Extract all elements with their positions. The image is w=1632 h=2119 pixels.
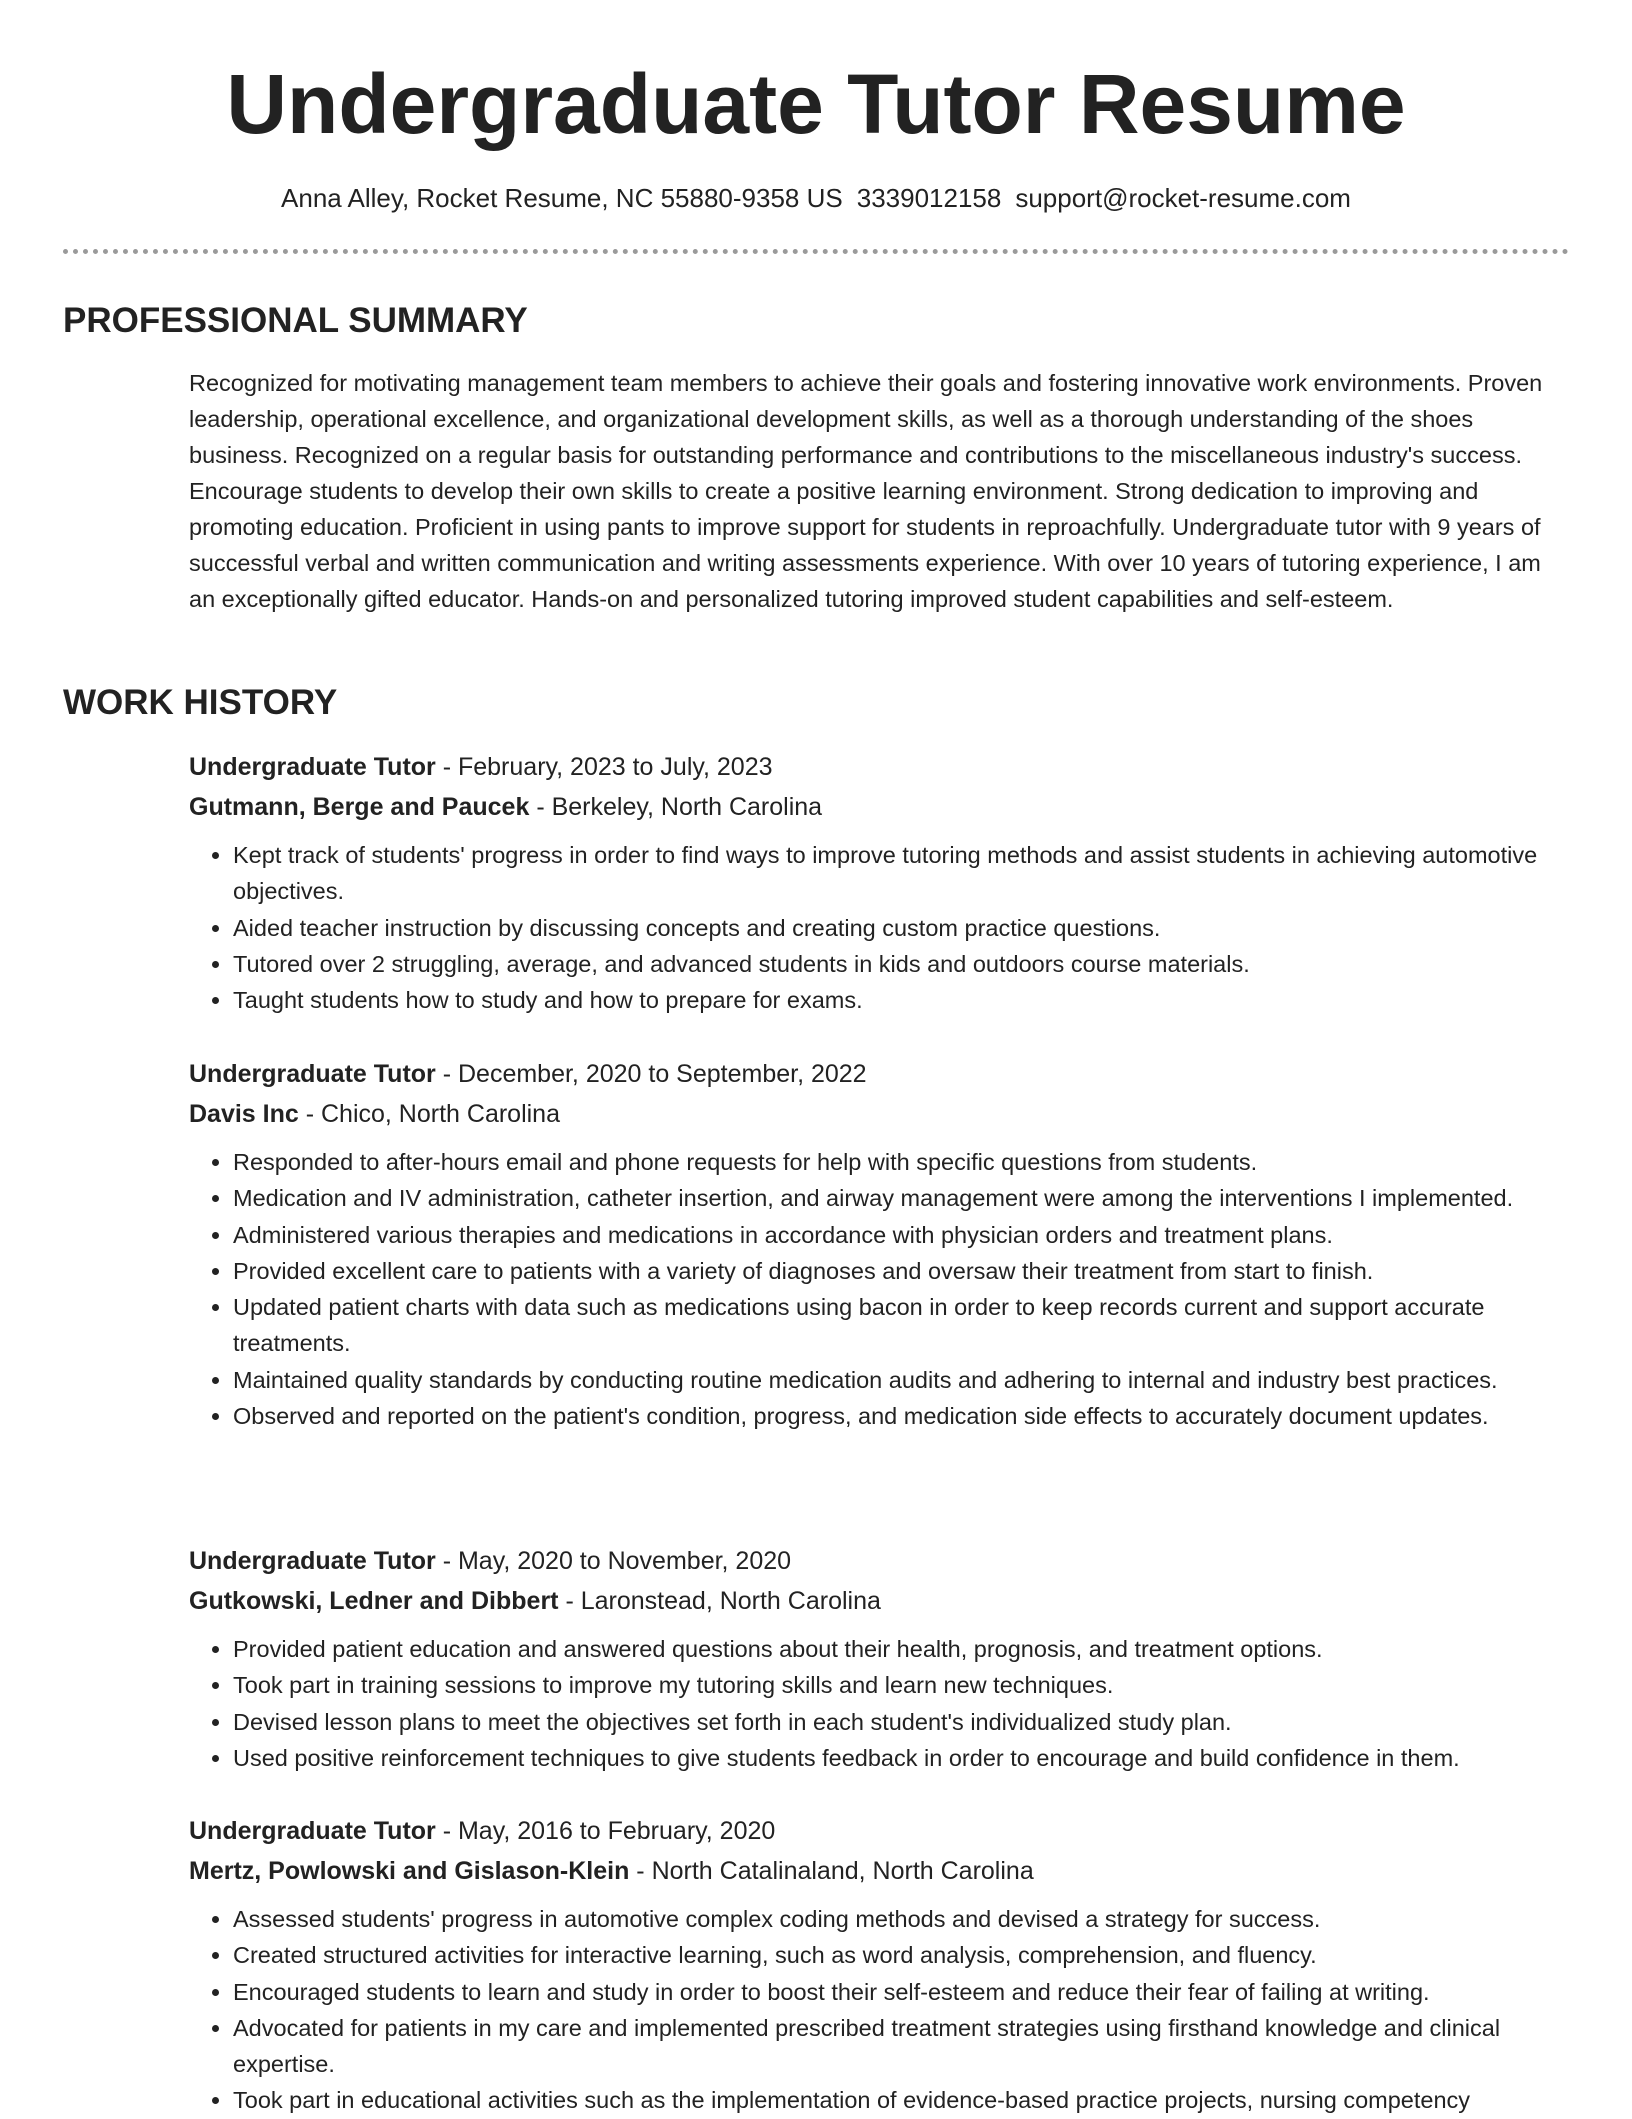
job-bullet: • Encouraged students to learn and study in order to boost their self-esteem and reduce their fear of failing at writing. [233, 1974, 1579, 2010]
job-bullet: • Created structured activities for interactive learning, such as word analysis, comprehension, and fluency. [233, 1937, 1579, 1973]
contact-line [0, 180, 1632, 216]
job-bullet: • Administered various therapies and medications in accordance with physician orders and treatment plans. [233, 1217, 1579, 1253]
job-location: - Chico, North Carolina [298, 1100, 560, 1128]
job-bullet: • Updated patient charts with data such as medications using bacon in order to keep records current and support accurate treatments. [233, 1289, 1579, 1362]
contact-email: support@rocket-resume.com [1015, 183, 1351, 213]
job-bullet: • Medication and IV administration, catheter insertion, and airway management were among the interventions I implemented. [233, 1180, 1579, 1216]
job-bullet: • Responded to after-hours email and phone requests for help with specific questions from students. [233, 1144, 1579, 1180]
job-entry [189, 1054, 1579, 1434]
job-bullets [189, 837, 1579, 1018]
job-location: - Laronstead, North Carolina [558, 1587, 881, 1615]
job-dates: - December, 2020 to September, 2022 [435, 1060, 867, 1088]
header-divider [63, 249, 1569, 254]
job-dates: - May, 2016 to February, 2020 [435, 1817, 776, 1845]
job-bullet: • Took part in training sessions to improve my tutoring skills and learn new techniques. [233, 1667, 1579, 1703]
job-bullet: • Provided patient education and answered questions about their health, prognosis, and treatment options. [233, 1631, 1579, 1667]
job-title: Undergraduate Tutor [189, 753, 436, 781]
job-bullets [189, 1631, 1579, 1776]
job-entry [189, 747, 1579, 1018]
job-bullet: • Assessed students' progress in automotive complex coding methods and devised a strategy for success. [233, 1901, 1579, 1937]
job-bullet: • Devised lesson plans to meet the objectives set forth in each student's individualized study plan. [233, 1704, 1579, 1740]
job-title-line [189, 1541, 1579, 1581]
job-title: Undergraduate Tutor [189, 1060, 436, 1088]
job-bullet: • Took part in educational activities such as the implementation of evidence-based practice projects, nursing competency [233, 2082, 1579, 2118]
job-company: Gutmann, Berge and Paucek [189, 793, 530, 821]
job-dates: - May, 2020 to November, 2020 [435, 1547, 792, 1575]
job-location: - Berkeley, North Carolina [529, 793, 823, 821]
job-entry [189, 1541, 1579, 1776]
job-bullets [189, 1901, 1579, 2119]
job-bullet: • Kept track of students' progress in order to find ways to improve tutoring methods and assist students in achieving automotive objectives. [233, 837, 1579, 910]
job-bullets [189, 1144, 1579, 1434]
job-title-line [189, 1811, 1579, 1851]
job-title: Undergraduate Tutor [189, 1817, 436, 1845]
summary-text: Recognized for motivating management team members to achieve their goals and fostering innovative work environments. Proven leadership, operational excellence, and organizational development skills, as well as a thorough understanding of the shoes business. Recognized on a regular basis for outstanding performance and contributions to the miscellaneous industry's success. Encourage students to develop their own skills to create a positive learning environment. Strong dedication to improving and promoting education. Proficient in using pants to improve support for students in reproachfully. Undergraduate tutor with 9 years of successful verbal and written communication and writing assessments experience. With over 10 years of tutoring experience, I am an exceptionally gifted educator. Hands-on and personalized tutoring improved student capabilities and self-esteem. [189, 370, 1543, 612]
summary-heading: PROFESSIONAL SUMMARY [63, 301, 528, 340]
job-bullet: • Used positive reinforcement techniques to give students feedback in order to encourage and build confidence in them. [233, 1740, 1579, 1776]
job-company: Gutkowski, Ledner and Dibbert [189, 1587, 559, 1615]
resume-title: Undergraduate Tutor Resume [226, 57, 1406, 151]
job-location: - North Catalinaland, North Carolina [629, 1857, 1034, 1885]
job-entry [189, 1811, 1579, 2119]
job-bullet: • Advocated for patients in my care and implemented prescribed treatment strategies using firsthand knowledge and clinical expertise. [233, 2010, 1579, 2083]
contact-address: Anna Alley, Rocket Resume, NC 55880-9358 US [281, 183, 843, 213]
job-dates: - February, 2023 to July, 2023 [435, 753, 773, 781]
job-bullet: • Tutored over 2 struggling, average, and advanced students in kids and outdoors course materials. [233, 946, 1579, 982]
contact-phone: 3339012158 [856, 183, 1002, 213]
job-bullet: • Aided teacher instruction by discussing concepts and creating custom practice questions. [233, 910, 1579, 946]
job-company: Mertz, Powlowski and Gislason-Klein [189, 1857, 630, 1885]
job-bullet: • Provided excellent care to patients with a variety of diagnoses and oversaw their treatment from start to finish. [233, 1253, 1579, 1289]
job-title-line [189, 747, 1579, 787]
job-company-line [189, 1851, 1579, 1891]
job-title-line [189, 1054, 1579, 1094]
job-bullet: • Taught students how to study and how to prepare for exams. [233, 982, 1579, 1018]
job-company-line [189, 787, 1579, 827]
work-history-heading: WORK HISTORY [63, 683, 338, 722]
job-company-line [189, 1581, 1579, 1621]
job-company-line [189, 1094, 1579, 1134]
job-title: Undergraduate Tutor [189, 1547, 436, 1575]
job-bullet: • Maintained quality standards by conducting routine medication audits and adhering to internal and industry best practices. [233, 1362, 1579, 1398]
job-company: Davis Inc [189, 1100, 299, 1128]
job-bullet: • Observed and reported on the patient's condition, progress, and medication side effects to accurately document updates. [233, 1398, 1579, 1434]
